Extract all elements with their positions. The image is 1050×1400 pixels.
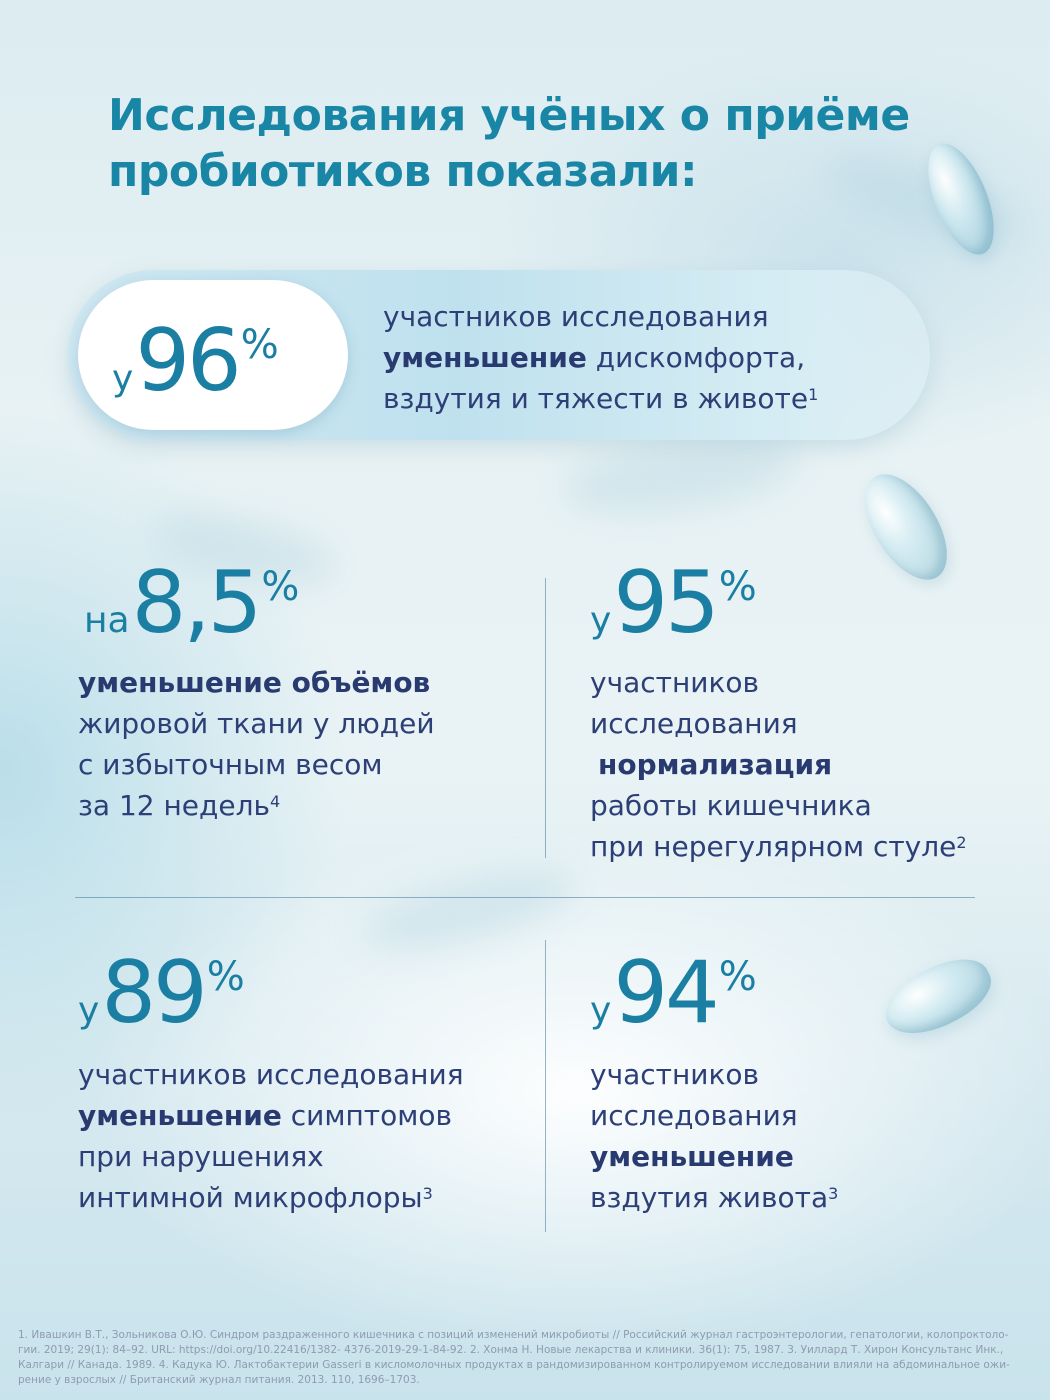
stat-text-rest: вздутия и тяжести в животе xyxy=(383,382,809,415)
stat-text-bold: уменьшение xyxy=(590,1140,794,1173)
page-title-line: Исследования учёных о приёме xyxy=(108,90,910,141)
stat-89-description xyxy=(78,1054,464,1218)
stat-94-number xyxy=(590,943,757,1043)
footnote-ref: 3 xyxy=(422,1184,433,1203)
stat-text-rest: при нерегулярном стуле xyxy=(590,830,957,863)
stat-94-description xyxy=(590,1054,838,1218)
stat-text-rest: за 12 недель xyxy=(78,789,270,822)
column-divider xyxy=(545,578,546,858)
footnote-ref: 1 xyxy=(808,385,819,404)
stat-prefix: на xyxy=(84,600,130,641)
stat-text-line: участников xyxy=(590,666,760,699)
footnote-line: гии. 2019; 29(1): 84–92. URL: https://doi.org/10.22416/1382- 4376-2019-29-1-84-92. 2. Хонма Н. Новые лекарства и клиники. 36(1): 75, 1987. 3. Уиллард Т. Хирон Консультанс Инк., xyxy=(18,1344,1004,1356)
stat-unit: % xyxy=(261,564,300,610)
stat-text-line: жировой ткани у людей xyxy=(78,707,435,740)
references-footnote xyxy=(18,1328,1033,1388)
footnote-ref: 3 xyxy=(828,1184,839,1203)
stat-text-line: с избыточным весом xyxy=(78,748,383,781)
footnote-line: Калгари // Канада. 1989. 4. Кадука Ю. Лактобактерии Gasseri в кисломолочных продуктах в рандомизированном контролируемом исследовании влияли на абдоминальное ожи- xyxy=(18,1359,1010,1371)
stat-value: 95 xyxy=(613,553,717,653)
stat-95-description xyxy=(590,662,967,867)
stat-96-number xyxy=(112,311,279,411)
stat-text-line xyxy=(78,785,435,826)
stat-unit: % xyxy=(718,564,757,610)
stat-prefix: у xyxy=(590,990,612,1031)
stat-value: 8,5 xyxy=(131,553,260,653)
stat-text-bold: уменьшение xyxy=(383,341,587,374)
row-divider xyxy=(75,897,975,898)
stat-text-line xyxy=(78,1177,464,1218)
stat-text-line xyxy=(590,744,967,785)
stat-text-line: участников xyxy=(590,1058,760,1091)
droplet-decoration xyxy=(875,945,1001,1049)
footnote-line: рение у взрослых // Британский журнал питания. 2013. 110, 1696–1703. xyxy=(18,1374,420,1386)
stat-text-line: при нарушениях xyxy=(78,1140,324,1173)
stat-89-number xyxy=(78,943,245,1043)
stat-prefix: у xyxy=(112,358,134,399)
stat-text-line: работы кишечника xyxy=(590,789,872,822)
stat-text-line xyxy=(78,1095,464,1136)
stat-prefix: у xyxy=(590,600,612,641)
stat-value: 94 xyxy=(613,943,717,1043)
stat-96-description xyxy=(383,296,818,419)
stat-text-line xyxy=(383,378,818,419)
stat-text-line xyxy=(590,1177,838,1218)
stat-text-bold: уменьшение xyxy=(78,1099,282,1132)
stat-text-line xyxy=(590,1136,838,1177)
column-divider xyxy=(545,940,546,1232)
stat-text-line: исследования xyxy=(590,1099,798,1132)
stat-text-rest: вздутия живота xyxy=(590,1181,829,1214)
page-title-line: пробиотиков показали: xyxy=(108,146,698,197)
stat-unit: % xyxy=(718,954,757,1000)
stat-value: 89 xyxy=(101,943,205,1043)
stat-unit: % xyxy=(206,954,245,1000)
stat-8-5-description xyxy=(78,662,435,826)
stat-text-rest: симптомов xyxy=(281,1099,452,1132)
stat-value: 96 xyxy=(135,311,239,411)
stat-text-line: участников исследования xyxy=(383,300,769,333)
stat-8-5-number xyxy=(84,553,300,653)
stat-unit: % xyxy=(240,322,279,368)
page-title xyxy=(108,88,968,200)
stat-text-line: участников исследования xyxy=(78,1058,464,1091)
stat-text-bold: уменьшение объёмов xyxy=(78,666,431,699)
stat-text-line xyxy=(383,337,818,378)
stat-prefix: у xyxy=(78,990,100,1031)
footnote-ref: 4 xyxy=(270,792,281,811)
droplet-decoration xyxy=(848,461,963,594)
stat-text-bold: нормализация xyxy=(598,748,833,781)
background-blur xyxy=(356,854,584,965)
stat-text-line xyxy=(78,662,435,703)
footnote-ref: 2 xyxy=(956,833,967,852)
stat-text-rest: интимной микрофлоры xyxy=(78,1181,423,1214)
stat-text-line: исследования xyxy=(590,707,798,740)
stat-text-rest: дискомфорта, xyxy=(586,341,806,374)
stat-95-number xyxy=(590,553,757,653)
footnote-line: 1. Ивашкин В.Т., Зольникова О.Ю. Синдром раздраженного кишечника с позиций изменений микробиоты // Российский журнал гастроэнтерологии, гепатологии, колопроктоло- xyxy=(18,1329,1009,1341)
stat-text-line xyxy=(590,826,967,867)
